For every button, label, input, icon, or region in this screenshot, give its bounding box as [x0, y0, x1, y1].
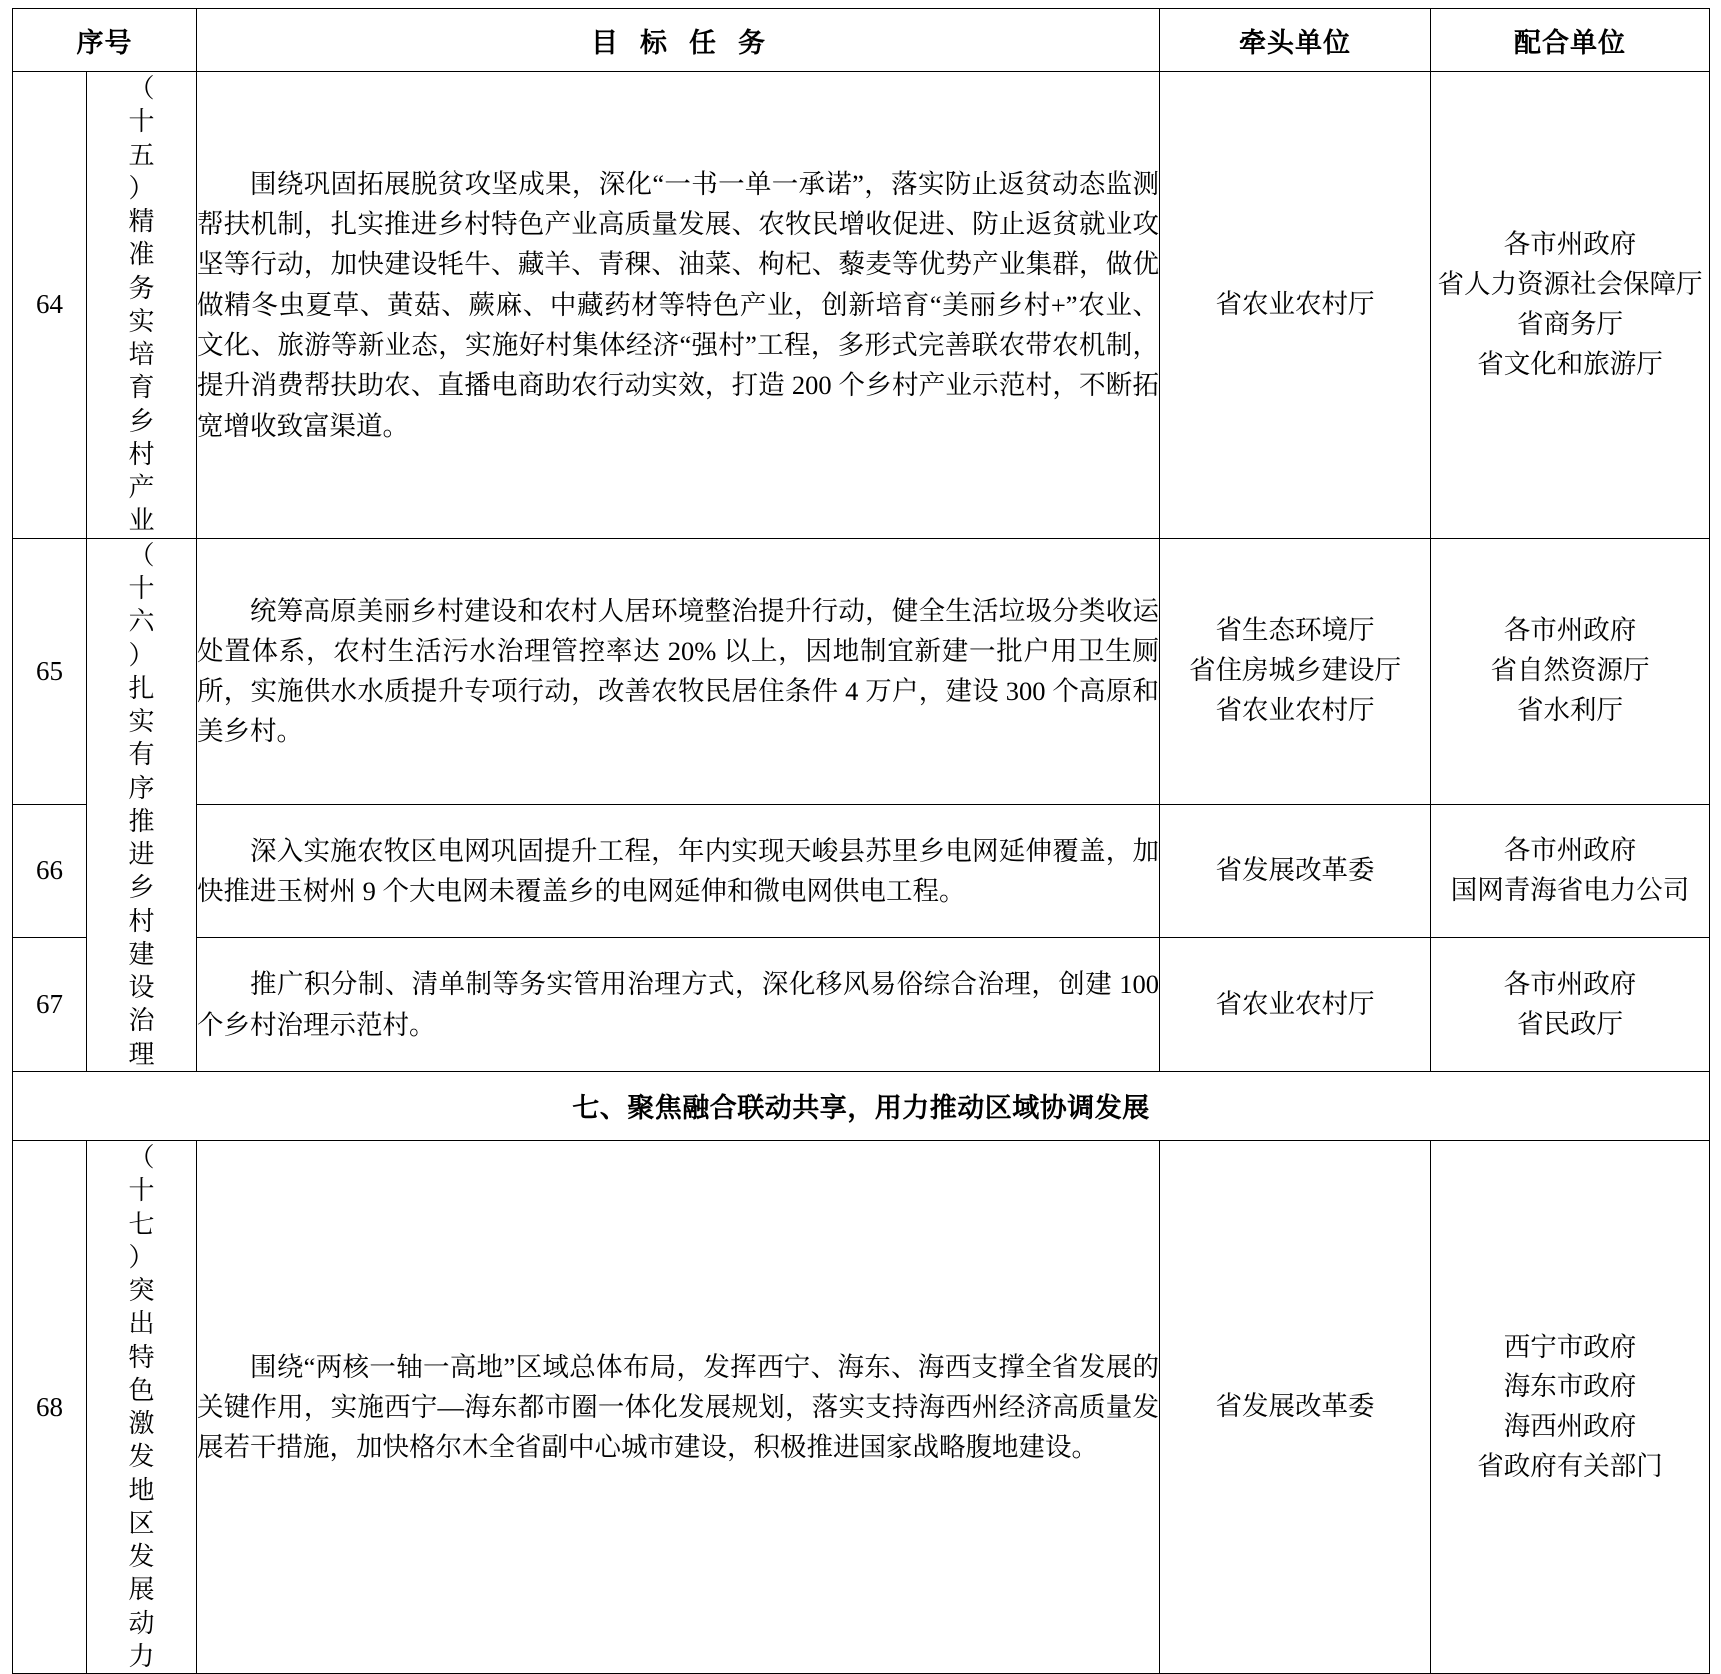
- unit-line: 省自然资源厅: [1490, 655, 1650, 686]
- table-row: [13, 72, 1710, 539]
- objectives-task-table: [12, 8, 1710, 1674]
- lead-unit-65: [1160, 538, 1431, 804]
- group-label-17: （ 十 七 ） 突 出 特 色 激 发 地 区 发 展 动 力: [87, 1140, 197, 1673]
- lead-unit-64: [1160, 72, 1431, 539]
- column-header-coop-unit: 配合单位: [1431, 9, 1710, 72]
- group-label-15: （ 十 五 ） 精 准 务 实 培 育 乡 村 产 业: [87, 72, 197, 539]
- coop-unit-64: [1431, 72, 1710, 539]
- unit-line: 各市州政府: [1503, 229, 1637, 260]
- unit-line: 省发展改革委: [1215, 1391, 1375, 1422]
- task-paragraph: 推广积分制、清单制等务实管用治理方式，深化移风易俗综合治理，创建 100 个乡村治理示范村。: [197, 969, 1159, 1040]
- section-heading-row: [13, 1071, 1710, 1140]
- row-seq-68: 68: [13, 1140, 87, 1673]
- unit-line: 省生态环境厅: [1215, 615, 1375, 646]
- task-paragraph: 围绕“两核一轴一高地”区域总体布局，发挥西宁、海东、海西支撑全省发展的关键作用，实施西宁—海东都市圈一体化发展规划，落实支持海西州经济高质量发展若干措施，加快格尔木全省副中心城市建设，积极推进国家战略腹地建设。: [197, 1351, 1159, 1463]
- task-text-66: [197, 804, 1160, 938]
- row-seq-64: 64: [13, 72, 87, 539]
- unit-line: 省住房城乡建设厅: [1189, 655, 1401, 686]
- coop-unit-67: [1431, 938, 1710, 1072]
- row-seq-65: 65: [13, 538, 87, 804]
- unit-line: 省农业农村厅: [1215, 988, 1375, 1019]
- table-row: [13, 538, 1710, 804]
- section-title: 七、聚焦融合联动共享，用力推动区域协调发展: [13, 1071, 1710, 1140]
- table-header-row: [13, 9, 1710, 72]
- column-header-task: 目标任务: [197, 9, 1160, 72]
- unit-line: 省农业农村厅: [1215, 288, 1375, 319]
- lead-unit-67: [1160, 938, 1431, 1072]
- column-header-seq: 序号: [13, 9, 197, 72]
- task-text-67: [197, 938, 1160, 1072]
- task-paragraph: 围绕巩固拓展脱贫攻坚成果，深化“一书一单一承诺”，落实防止返贫动态监测帮扶机制，扎实推进乡村特色产业高质量发展、农牧民增收促进、防止返贫就业攻坚等行动，加快建设牦牛、藏羊、青稞、油菜、枸杞、藜麦等优势产业集群，做优做精冬虫夏草、黄菇、蕨麻、中藏药材等特色产业，创新培育“美丽乡村+”农业、文化、旅游等新业态，实施好村集体经济“强村”工程，多形式完善联农带农机制，提升消费帮扶助农、直播电商助农行动实效，打造 200 个乡村产业示范村，不断拓宽增收致富渠道。: [197, 168, 1159, 441]
- unit-line: 省政府有关部门: [1477, 1450, 1663, 1481]
- unit-line: 省发展改革委: [1215, 855, 1375, 885]
- task-text-68: [197, 1140, 1160, 1673]
- unit-line: 西宁市政府: [1503, 1331, 1637, 1362]
- unit-line: 各市州政府: [1503, 615, 1637, 646]
- task-paragraph: 统筹高原美丽乡村建设和农村人居环境整治提升行动，健全生活垃圾分类收运处置体系，农村生活污水治理管控率达 20% 以上，因地制宜新建一批户用卫生厕所，实施供水水质提升专项行动，改善农牧民居住条件 4 万户，建设 300 个高原和美乡村。: [197, 595, 1159, 747]
- coop-unit-65: [1431, 538, 1710, 804]
- unit-line: 省农业农村厅: [1215, 694, 1375, 725]
- unit-line: 海东市政府: [1503, 1371, 1637, 1402]
- row-seq-66: 66: [13, 804, 87, 938]
- unit-line: 国网青海省电力公司: [1450, 874, 1690, 905]
- task-text-64: [197, 72, 1160, 539]
- unit-line: 省文化和旅游厅: [1477, 348, 1663, 379]
- row-seq-67: 67: [13, 938, 87, 1072]
- unit-line: 海西州政府: [1503, 1411, 1637, 1442]
- table-row: [13, 1140, 1710, 1673]
- lead-unit-66: [1160, 804, 1431, 938]
- task-paragraph: 深入实施农牧区电网巩固提升工程，年内实现天峻县苏里乡电网延伸覆盖，加快推进玉树州 9 个大电网未覆盖乡的电网延伸和微电网供电工程。: [197, 835, 1159, 906]
- unit-line: 省商务厅: [1517, 308, 1623, 339]
- group-label-16: （ 十 六 ） 扎 实 有 序 推 进 乡 村 建 设 治 理: [87, 538, 197, 1071]
- unit-line: 各市州政府: [1503, 968, 1637, 999]
- coop-unit-66: [1431, 804, 1710, 938]
- unit-line: 省水利厅: [1517, 694, 1623, 725]
- column-header-lead-unit: 牵头单位: [1160, 9, 1431, 72]
- unit-line: 各市州政府: [1503, 835, 1637, 866]
- coop-unit-68: [1431, 1140, 1710, 1673]
- table-row: [13, 804, 1710, 938]
- unit-line: 省民政厅: [1517, 1008, 1623, 1039]
- unit-line: 省人力资源社会保障厅: [1437, 269, 1703, 300]
- lead-unit-68: [1160, 1140, 1431, 1673]
- task-text-65: [197, 538, 1160, 804]
- table-row: [13, 938, 1710, 1072]
